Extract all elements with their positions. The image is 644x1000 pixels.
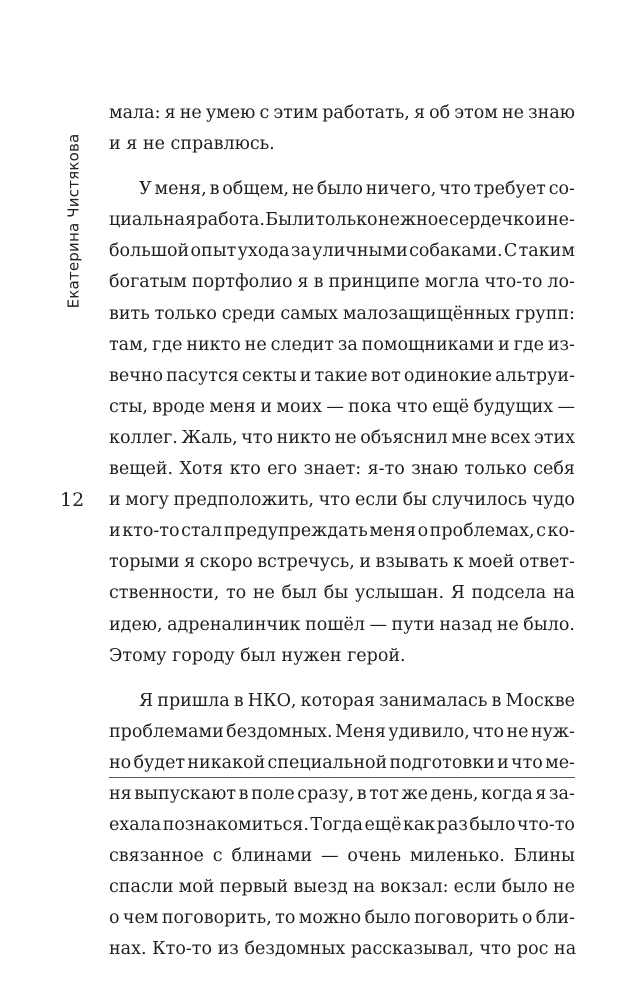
text-line: торыми я скоро встречусь, и взывать к моей ответ- <box>109 552 575 573</box>
text-line: и могу предположить, что если бы случилось чудо <box>109 490 575 511</box>
running-head <box>58 96 88 346</box>
text-line: и я не справлюсь. <box>109 134 275 155</box>
text-line: Я пришла в НКО, которая занималась в Москве <box>139 690 575 711</box>
text-line: вечно пасутся секты и такие вот одинокие альтруи- <box>109 365 575 386</box>
paragraph <box>109 98 575 160</box>
text-line: ехала познакомиться. Тогда ещё как раз было что-то <box>109 815 575 836</box>
text-line: циальная работа. Были только нежное сердечко и не- <box>109 210 575 231</box>
text-line: вещей. Хотя кто его знает: я-то знаю только себя <box>109 459 575 480</box>
body-text <box>109 98 575 966</box>
text-line: сты, вроде меня и моих — пока что ещё будущих — <box>109 396 575 417</box>
text-line: богатым портфолио я в принципе могла что-то ло- <box>109 272 575 293</box>
text-line: коллег. Жаль, что никто не объяснил мне всех этих <box>109 427 575 448</box>
text-line: Этому городу был нужен герой. <box>109 645 406 666</box>
text-line: проблемами бездомных. Меня удивило, что не нуж- <box>109 721 575 742</box>
text-line: ственности, то не был бы услышан. Я подсела на <box>109 583 575 604</box>
page-number: 12 <box>60 489 85 511</box>
paragraph <box>109 174 575 672</box>
running-head-author: Екатерина Чистякова <box>64 133 82 309</box>
text-line: большой опыт ухода за уличными собаками. С таким <box>109 241 575 262</box>
text-line: там, где никто не следит за помощниками и где из- <box>109 334 575 355</box>
text-line: мала: я не умею с этим работать, я об этом не знаю <box>109 103 575 123</box>
text-line: нах. Кто-то из бездомных рассказывал, что рос на <box>109 939 577 960</box>
paragraph <box>109 686 575 966</box>
text-line: но будет никакой специальной подготовки и что ме- <box>109 748 575 779</box>
text-line: У меня, в общем, не было ничего, что требует со- <box>139 179 575 200</box>
paragraph-gap <box>109 672 575 686</box>
text-line: связанное с блинами — очень миленько. Блины <box>109 846 575 867</box>
text-line: идею, адреналинчик пошёл — пути назад не было. <box>109 614 575 635</box>
text-line: ня выпускают в поле сразу, в тот же день, когда я за- <box>109 783 575 804</box>
text-line: вить только среди самых малозащищённых групп: <box>109 303 575 324</box>
text-line: спасли мой первый выезд на вокзал: если было не <box>109 877 575 898</box>
text-line: о чем поговорить, то можно было поговорить о бли- <box>109 908 575 929</box>
text-line: и кто-то стал предупреждать меня о проблемах, с ко- <box>109 521 575 542</box>
paragraph-gap <box>109 160 575 174</box>
